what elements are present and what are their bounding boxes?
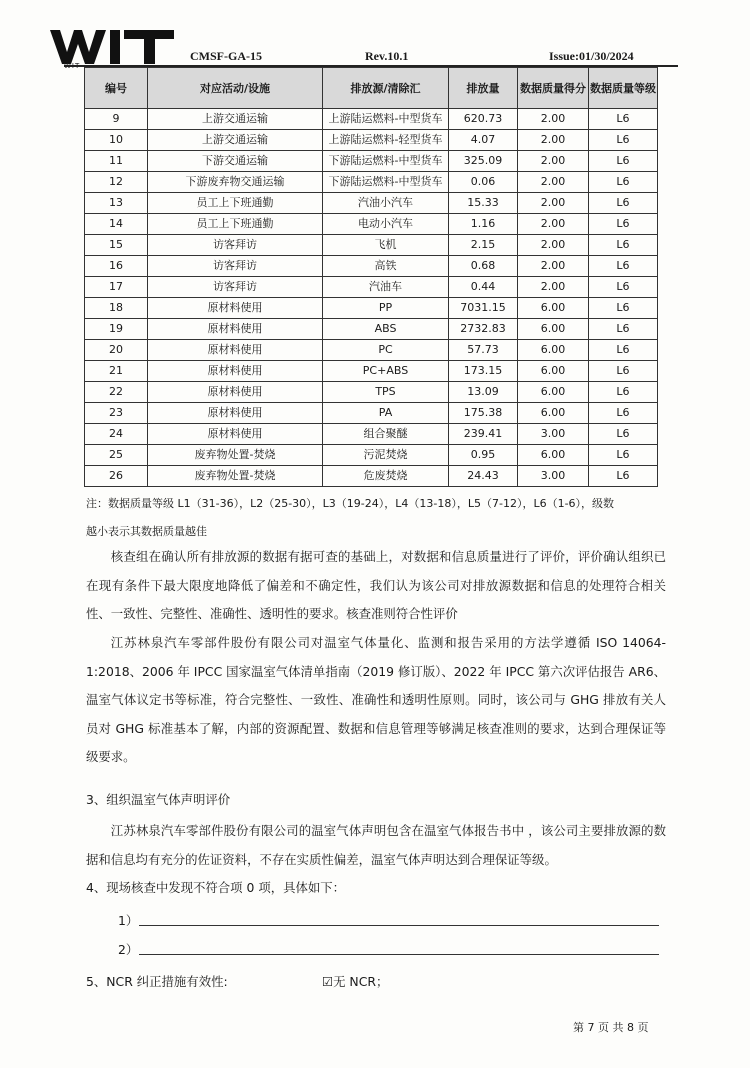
paragraph-statement: 江苏林泉汽车零部件股份有限公司的温室气体声明包含在温室气体报告书中 ，该公司主要排放源的数据和信息均有充分的佐证资料，不存在实质性偏差，温室气体声明达到合理保证等级。 — [86, 823, 666, 867]
cell-emission: 7031.15 — [449, 298, 518, 319]
cell-quality-level: L6 — [589, 382, 658, 403]
cell-quality-score: 6.00 — [518, 445, 589, 466]
cell-quality-score: 3.00 — [518, 466, 589, 487]
cell-activity: 员工上下班通勤 — [148, 193, 323, 214]
cell-id: 15 — [85, 235, 148, 256]
cell-quality-score: 2.00 — [518, 235, 589, 256]
cell-quality-level: L6 — [589, 277, 658, 298]
cell-id: 12 — [85, 172, 148, 193]
cell-emission: 4.07 — [449, 130, 518, 151]
cell-emission: 0.06 — [449, 172, 518, 193]
section-3-title: 3、组织温室气体声明评价 — [86, 792, 231, 807]
table-row — [85, 130, 658, 151]
table-row — [85, 424, 658, 445]
table-row — [85, 445, 658, 466]
cell-activity: 下游交通运输 — [148, 151, 323, 172]
cell-id: 26 — [85, 466, 148, 487]
cell-id: 25 — [85, 445, 148, 466]
cell-emission: 57.73 — [449, 340, 518, 361]
cell-quality-score: 6.00 — [518, 403, 589, 424]
cell-quality-score: 2.00 — [518, 151, 589, 172]
table-row — [85, 235, 658, 256]
cell-source: 高铁 — [323, 256, 449, 277]
cell-id: 19 — [85, 319, 148, 340]
cell-quality-level: L6 — [589, 319, 658, 340]
cell-activity: 上游交通运输 — [148, 109, 323, 130]
cell-activity: 访客拜访 — [148, 235, 323, 256]
cell-quality-level: L6 — [589, 361, 658, 382]
cell-quality-level: L6 — [589, 151, 658, 172]
cell-source: 汽油车 — [323, 277, 449, 298]
col-header-id: 编号 — [85, 68, 148, 109]
col-header-activity: 对应活动/设施 — [148, 68, 323, 109]
cell-source: 上游陆运燃料-轻型货车 — [323, 130, 449, 151]
cell-id: 20 — [85, 340, 148, 361]
cell-activity: 下游废弃物交通运输 — [148, 172, 323, 193]
cell-activity: 原材料使用 — [148, 403, 323, 424]
cell-activity: 原材料使用 — [148, 298, 323, 319]
cell-emission: 2.15 — [449, 235, 518, 256]
col-header-quality-level: 数据质量等级 — [589, 68, 658, 109]
table-row — [85, 361, 658, 382]
cell-activity: 废弃物处置-焚烧 — [148, 466, 323, 487]
emission-table — [84, 67, 658, 487]
cell-activity: 上游交通运输 — [148, 130, 323, 151]
cell-quality-level: L6 — [589, 445, 658, 466]
table-note — [86, 490, 666, 546]
cell-activity: 员工上下班通勤 — [148, 214, 323, 235]
company-logo — [50, 28, 175, 66]
cell-quality-score: 6.00 — [518, 340, 589, 361]
cell-quality-score: 2.00 — [518, 130, 589, 151]
cell-id: 24 — [85, 424, 148, 445]
cell-quality-score: 2.00 — [518, 172, 589, 193]
cell-quality-level: L6 — [589, 214, 658, 235]
table-row — [85, 319, 658, 340]
cell-id: 11 — [85, 151, 148, 172]
item-1-blank-line — [139, 925, 659, 926]
cell-source: PC — [323, 340, 449, 361]
cell-source: 危废焚烧 — [323, 466, 449, 487]
cell-activity: 访客拜访 — [148, 256, 323, 277]
page-number: 第 7 页 共 8 页 — [573, 1021, 649, 1034]
item-1-label: 1） — [118, 913, 139, 928]
cell-quality-level: L6 — [589, 403, 658, 424]
cell-quality-score: 2.00 — [518, 109, 589, 130]
cell-quality-score: 2.00 — [518, 193, 589, 214]
cell-id: 22 — [85, 382, 148, 403]
cell-activity: 原材料使用 — [148, 382, 323, 403]
cell-emission: 1.16 — [449, 214, 518, 235]
cell-quality-level: L6 — [589, 424, 658, 445]
cell-activity: 原材料使用 — [148, 340, 323, 361]
table-row — [85, 109, 658, 130]
table-row — [85, 403, 658, 424]
note-line-1: 注：数据质量等级 L1（31-36），L2（25-30），L3（19-24），L4（13-18），L5（7-12），L6（1-6），级数 — [86, 497, 615, 510]
ncr-checkbox: ☑无 NCR； — [322, 974, 389, 989]
cell-id: 9 — [85, 109, 148, 130]
cell-quality-level: L6 — [589, 172, 658, 193]
cell-quality-score: 2.00 — [518, 214, 589, 235]
cell-source: PP — [323, 298, 449, 319]
cell-emission: 15.33 — [449, 193, 518, 214]
cell-quality-level: L6 — [589, 193, 658, 214]
cell-activity: 原材料使用 — [148, 361, 323, 382]
table-row — [85, 382, 658, 403]
paragraph-review: 核查组在确认所有排放源的数据有据可查的基础上，对数据和信息质量进行了评价，评价确认组织已在现有条件下最大限度地降低了偏差和不确定性，我们认为该公司对排放源数据和信息的处理符合相关性、一致性、完整性、准确性、透明性的要求。核查准则符合性评价 — [86, 549, 666, 622]
cell-emission: 0.68 — [449, 256, 518, 277]
cell-source: ABS — [323, 319, 449, 340]
cell-emission: 173.15 — [449, 361, 518, 382]
table-row — [85, 193, 658, 214]
paragraph-methodology: 江苏林泉汽车零部件股份有限公司对温室气体量化、监测和报告采用的方法学遵循 ISO 14064-1:2018、2006 年 IPCC 国家温室气体清单指南（2019 修订版）、2022 年 IPCC 第六次评估报告 AR6、温室气体议定书等标准，符合完整性、一致性、准确性和透明性原则。同时，该公司与 GHG 排放有关人员对 GHG 标准基本了解，内部的资源配置、数据和信息管理等够满足核查准则的要求，达到合理保证等级要求。 — [86, 635, 666, 765]
revision: Rev.10.1 — [365, 49, 409, 63]
table-row — [85, 340, 658, 361]
cell-quality-level: L6 — [589, 130, 658, 151]
table-row — [85, 151, 658, 172]
note-line-2: 越小表示其数据质量越佳 — [86, 525, 207, 538]
cell-quality-score: 6.00 — [518, 319, 589, 340]
issue-date: Issue:01/30/2024 — [549, 49, 634, 63]
col-header-quality-score: 数据质量得分 — [518, 68, 589, 109]
cell-emission: 2732.83 — [449, 319, 518, 340]
cell-source: 电动小汽车 — [323, 214, 449, 235]
cell-quality-score: 2.00 — [518, 256, 589, 277]
section-4-title: 4、现场核查中发现不符合项 0 项，具体如下： — [86, 880, 346, 895]
cell-quality-level: L6 — [589, 256, 658, 277]
cell-quality-score: 3.00 — [518, 424, 589, 445]
table-header-row — [85, 68, 658, 109]
table-row — [85, 466, 658, 487]
cell-quality-level: L6 — [589, 340, 658, 361]
cell-emission: 24.43 — [449, 466, 518, 487]
col-header-source: 排放源/清除汇 — [323, 68, 449, 109]
cell-source: PC+ABS — [323, 361, 449, 382]
cell-quality-level: L6 — [589, 109, 658, 130]
cell-source: 下游陆运燃料-中型货车 — [323, 151, 449, 172]
cell-id: 13 — [85, 193, 148, 214]
cell-id: 21 — [85, 361, 148, 382]
cell-id: 23 — [85, 403, 148, 424]
cell-activity: 原材料使用 — [148, 319, 323, 340]
cell-emission: 620.73 — [449, 109, 518, 130]
cell-source: 组合聚醚 — [323, 424, 449, 445]
item-2-blank-line — [139, 954, 659, 955]
cell-id: 17 — [85, 277, 148, 298]
cell-activity: 废弃物处置-焚烧 — [148, 445, 323, 466]
cell-source: 飞机 — [323, 235, 449, 256]
table-row — [85, 214, 658, 235]
table-row — [85, 298, 658, 319]
cell-source: 下游陆运燃料-中型货车 — [323, 172, 449, 193]
table-row — [85, 172, 658, 193]
cell-source: 汽油小汽车 — [323, 193, 449, 214]
cell-emission: 13.09 — [449, 382, 518, 403]
cell-activity: 原材料使用 — [148, 424, 323, 445]
cell-id: 18 — [85, 298, 148, 319]
cell-quality-score: 6.00 — [518, 298, 589, 319]
cell-source: 上游陆运燃料-中型货车 — [323, 109, 449, 130]
cell-emission: 0.44 — [449, 277, 518, 298]
cell-quality-level: L6 — [589, 466, 658, 487]
cell-id: 16 — [85, 256, 148, 277]
cell-id: 10 — [85, 130, 148, 151]
cell-emission: 175.38 — [449, 403, 518, 424]
cell-activity: 访客拜访 — [148, 277, 323, 298]
cell-quality-score: 2.00 — [518, 277, 589, 298]
cell-source: TPS — [323, 382, 449, 403]
cell-quality-score: 6.00 — [518, 382, 589, 403]
cell-quality-level: L6 — [589, 235, 658, 256]
item-2-label: 2） — [118, 942, 139, 957]
section-5-title: 5、NCR 纠正措施有效性: — [86, 974, 228, 989]
cell-source: 污泥焚烧 — [323, 445, 449, 466]
table-row — [85, 256, 658, 277]
cell-emission: 0.95 — [449, 445, 518, 466]
cell-quality-score: 6.00 — [518, 361, 589, 382]
cell-id: 14 — [85, 214, 148, 235]
cell-source: PA — [323, 403, 449, 424]
col-header-emission: 排放量 — [449, 68, 518, 109]
cell-emission: 239.41 — [449, 424, 518, 445]
cell-quality-level: L6 — [589, 298, 658, 319]
cell-emission: 325.09 — [449, 151, 518, 172]
table-row — [85, 277, 658, 298]
doc-code: CMSF-GA-15 — [190, 49, 262, 63]
